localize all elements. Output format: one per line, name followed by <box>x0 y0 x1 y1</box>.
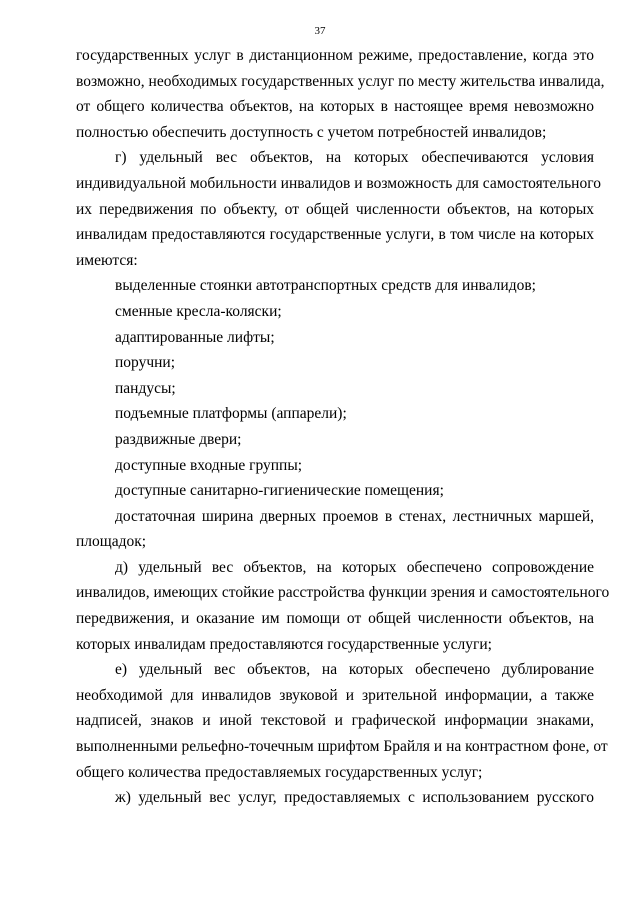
text-line: полностью обеспечить доступность с учетом потребностей инвалидов; <box>76 123 547 141</box>
text-line: которых инвалидам предоставляются государственные услуги; <box>76 635 492 653</box>
paragraph-e-first-line: е) удельный вес объектов, на которых обеспечено дублирование <box>115 661 594 679</box>
text-line: передвижения, и оказание им помощи от общей численности объектов, на <box>76 610 594 628</box>
text-line: возможно, необходимых государственных услуг по месту жительства инвалида, <box>76 72 605 90</box>
text-line: инвалидов, имеющих стойкие расстройства функции зрения и самостоятельного <box>76 584 610 602</box>
text-line: государственных услуг в дистанционном режиме, предоставление, когда это <box>76 47 594 64</box>
list-item: поручни; <box>115 354 176 372</box>
text-line: индивидуальной мобильности инвалидов и возможность для самостоятельного <box>76 174 601 192</box>
list-item: достаточная ширина дверных проемов в стенах, лестничных маршей, <box>115 507 594 525</box>
paragraph-d-first-line: д) удельный вес объектов, на которых обеспечено сопровождение <box>115 558 594 576</box>
list-item: сменные кресла-коляски; <box>115 302 282 320</box>
text-line: площадок; <box>76 533 147 551</box>
list-item: раздвижные двери; <box>115 430 242 448</box>
text-line: общего количества предоставляемых государственных услуг; <box>76 763 483 781</box>
text-line: от общего количества объектов, на которых в настоящее время невозможно <box>76 98 594 116</box>
list-item: пандусы; <box>115 379 176 397</box>
page-number: 37 <box>314 25 326 37</box>
text-line: выполненными рельефно-точечным шрифтом Брайля и на контрастном фоне, от <box>76 738 608 756</box>
document-body <box>76 43 610 811</box>
text-line: необходимой для инвалидов звуковой и зрительной информации, а также <box>76 686 594 704</box>
text-line: надписей, знаков и иной текстовой и графической информации знаками, <box>76 712 594 730</box>
text-line: их передвижения по объекту, от общей численности объектов, на которых <box>76 200 594 218</box>
list-item: выделенные стоянки автотранспортных средств для инвалидов; <box>115 277 536 295</box>
list-item: подъемные платформы (аппарели); <box>115 405 347 423</box>
text-line: инвалидам предоставляются государственные услуги, в том числе на которых <box>76 226 594 244</box>
list-item: доступные санитарно-гигиенические помещения; <box>115 482 444 500</box>
text-line: имеются: <box>76 251 138 269</box>
paragraph-g-first-line: г) удельный вес объектов, на которых обеспечиваются условия <box>115 149 594 167</box>
paragraph-zh-first-line: ж) удельный вес услуг, предоставляемых с использованием русского <box>115 789 594 807</box>
list-item: адаптированные лифты; <box>115 328 275 346</box>
list-item: доступные входные группы; <box>115 456 303 474</box>
